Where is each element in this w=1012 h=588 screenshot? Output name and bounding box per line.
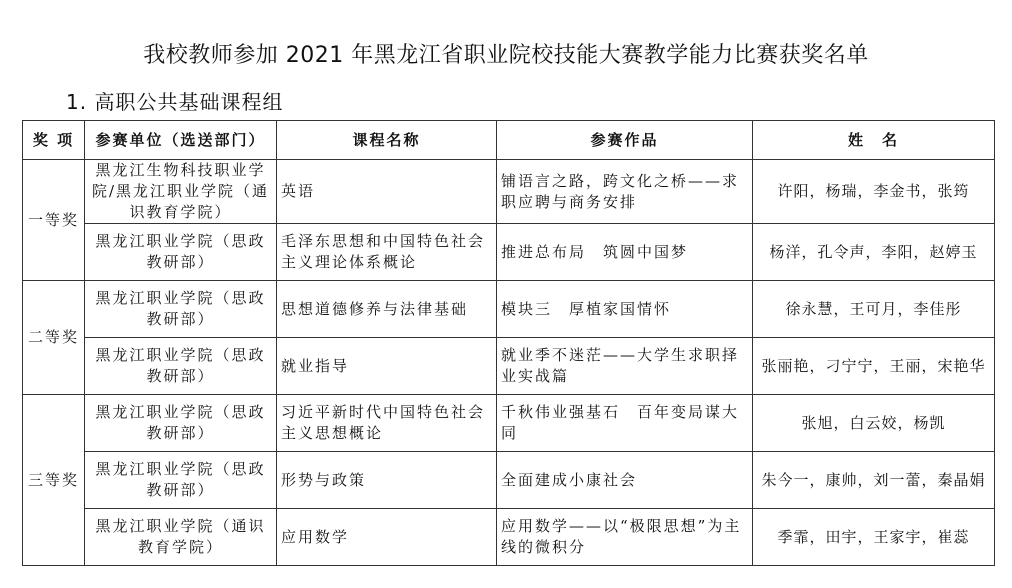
table-row (23, 281, 995, 338)
names-cell: 张旭，白云姣，杨凯 (753, 395, 995, 452)
header-unit: 参赛单位（选送部门） (85, 121, 277, 160)
table-header-row (23, 121, 995, 160)
course-cell: 毛泽东思想和中国特色社会主义理论体系概论 (277, 224, 497, 281)
table-row (23, 338, 995, 395)
names-cell: 杨洋，孔令声，李阳，赵婷玉 (753, 224, 995, 281)
work-cell: 铺语言之路，跨文化之桥——求职应聘与商务安排 (497, 160, 753, 224)
table-row (23, 509, 995, 566)
page-title: 我校教师参加 2021 年黑龙江省职业院校技能大赛教学能力比赛获奖名单 (143, 43, 869, 68)
names-cell: 朱今一，康帅，刘一蕾，秦晶娟 (753, 452, 995, 509)
unit-cell: 黑龙江职业学院（通识教育学院） (85, 509, 277, 566)
awards-table (22, 120, 995, 566)
work-cell: 应用数学——以“极限思想”为主线的微积分 (497, 509, 753, 566)
unit-cell: 黑龙江职业学院（思政教研部） (85, 338, 277, 395)
work-cell: 千秋伟业强基石 百年变局谋大同 (497, 395, 753, 452)
unit-cell: 黑龙江职业学院（思政教研部） (85, 452, 277, 509)
table-row (23, 224, 995, 281)
names-cell: 张丽艳，刁宁宁，王丽，宋艳华 (753, 338, 995, 395)
unit-cell: 黑龙江生物科技职业学院/黑龙江职业学院（通识教育学院） (85, 160, 277, 224)
names-cell: 徐永慧，王可月，李佳彤 (753, 281, 995, 338)
work-cell: 推进总布局 筑圆中国梦 (497, 224, 753, 281)
work-cell: 全面建成小康社会 (497, 452, 753, 509)
work-cell: 就业季不迷茫——大学生求职择业实战篇 (497, 338, 753, 395)
course-cell: 习近平新时代中国特色社会主义思想概论 (277, 395, 497, 452)
course-cell: 形势与政策 (277, 452, 497, 509)
table-row (23, 160, 995, 224)
unit-cell: 黑龙江职业学院（思政教研部） (85, 395, 277, 452)
header-names: 姓 名 (753, 121, 995, 160)
course-cell: 就业指导 (277, 338, 497, 395)
header-work: 参赛作品 (497, 121, 753, 160)
section-heading: 1. 高职公共基础课程组 (66, 90, 284, 114)
unit-cell: 黑龙江职业学院（思政教研部） (85, 281, 277, 338)
names-cell: 许阳，杨瑞，李金书，张筠 (753, 160, 995, 224)
header-course: 课程名称 (277, 121, 497, 160)
table-row (23, 395, 995, 452)
header-prize: 奖 项 (23, 121, 85, 160)
course-cell: 英语 (277, 160, 497, 224)
table-row (23, 452, 995, 509)
prize-cell: 二等奖 (23, 281, 85, 395)
course-cell: 思想道德修养与法律基础 (277, 281, 497, 338)
prize-cell: 一等奖 (23, 160, 85, 281)
work-cell: 模块三 厚植家国情怀 (497, 281, 753, 338)
unit-cell: 黑龙江职业学院（思政教研部） (85, 224, 277, 281)
prize-cell: 三等奖 (23, 395, 85, 566)
course-cell: 应用数学 (277, 509, 497, 566)
names-cell: 季霏，田宇，王家宇，崔蕊 (753, 509, 995, 566)
